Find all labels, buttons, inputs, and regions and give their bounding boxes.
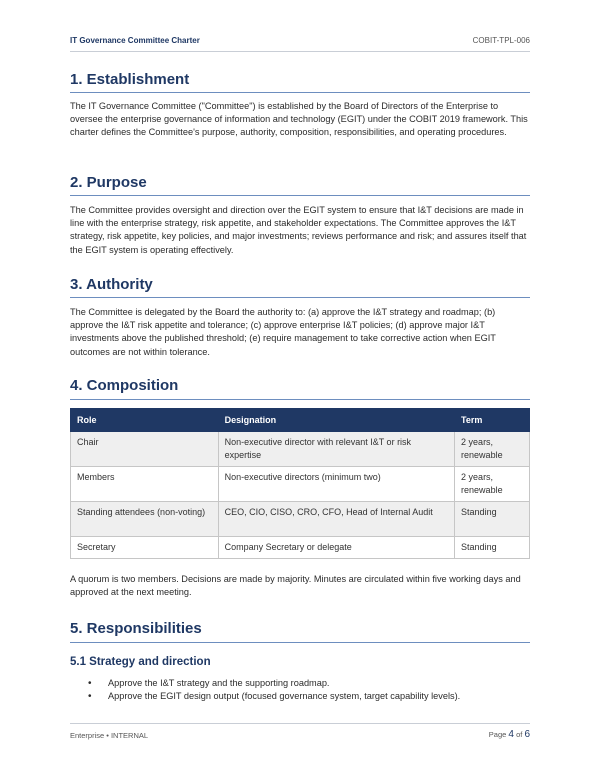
table-cell: Company Secretary or delegate <box>218 537 454 559</box>
table-cell: Standing attendees (non-voting) <box>71 502 219 537</box>
quorum-paragraph: A quorum is two members. Decisions are made by majority. Minutes are circulated within five working days and approved at the next meeting. <box>70 574 521 598</box>
document-id: COBIT-TPL-006 <box>472 36 530 45</box>
table-cell: Chair <box>71 432 219 467</box>
column-header-role: Role <box>71 409 219 432</box>
table-cell: 2 years, renewable <box>455 432 530 467</box>
establishment-paragraph: The IT Governance Committee ("Committee") is established by the Board of Directors of the Enterprise to oversee the enterprise governance of information and technology (EGIT) under the COBIT 2019 framework. This charter defines the Committee's purpose, authority, composition, responsibilities, and operating procedures. <box>70 101 528 138</box>
table-row <box>71 432 530 467</box>
purpose-paragraph: The Committee provides oversight and direction over the EGIT system to ensure that I&T decisions are made in line with the enterprise strategy, risk appetite, and stakeholder expectations. The Committee approves the I&T strategy, risk appetite, key policies, and major investments; reviews performance and risk; and assures itself that the EGIT system is operating effectively. <box>70 205 527 255</box>
footer-divider <box>70 723 530 724</box>
heading-divider <box>70 642 530 643</box>
table-cell: Non-executive directors (minimum two) <box>218 467 454 502</box>
list-item: • Approve the I&T strategy and the supporting roadmap. <box>70 677 530 690</box>
current-page: 4 <box>508 729 514 740</box>
section-heading-responsibilities: 5. Responsibilities <box>70 620 202 637</box>
classification-label: Enterprise • INTERNAL <box>70 731 149 740</box>
section-heading-purpose: 2. Purpose <box>70 174 147 191</box>
document-title: IT Governance Committee Charter <box>70 36 200 45</box>
subsection-heading: 5.1 Strategy and direction <box>70 656 211 668</box>
heading-divider <box>70 195 530 196</box>
heading-divider <box>70 399 530 400</box>
composition-table <box>70 408 530 559</box>
column-header-designation: Designation <box>218 409 454 432</box>
heading-divider <box>70 297 530 298</box>
list-item: • Approve the EGIT design output (focused governance system, target capability levels). <box>70 690 530 703</box>
table-cell: CEO, CIO, CISO, CRO, CFO, Head of Internal Audit <box>218 502 454 537</box>
header-divider <box>70 51 530 52</box>
table-cell: Members <box>71 467 219 502</box>
table-row <box>71 537 530 559</box>
table-cell: 2 years, renewable <box>455 467 530 502</box>
page-prefix: Page <box>488 730 507 739</box>
table-row <box>71 467 530 502</box>
page-of: of <box>516 730 523 739</box>
authority-paragraph: The Committee is delegated by the Board the authority to: (a) approve the I&T strategy and roadmap; (b) approve the I&T risk appetite and tolerance; (c) approve enterprise I&T policies; (d) approve major I&T investments above the published threshold; (e) require management to take corrective action when EGIT outcomes are not within tolerance. <box>70 307 496 357</box>
responsibilities-list <box>70 677 530 703</box>
total-pages: 6 <box>524 729 530 740</box>
section-heading-composition: 4. Composition <box>70 377 179 394</box>
running-header <box>70 36 530 50</box>
running-footer <box>70 731 530 740</box>
section-heading-authority: 3. Authority <box>70 276 153 293</box>
page-number <box>489 729 530 740</box>
table-cell: Standing <box>455 502 530 537</box>
table-cell: Secretary <box>71 537 219 559</box>
table-cell: Standing <box>455 537 530 559</box>
table-cell: Non-executive director with relevant I&T or risk expertise <box>218 432 454 467</box>
section-heading-establishment: 1. Establishment <box>70 71 190 88</box>
heading-divider <box>70 92 530 93</box>
column-header-term: Term <box>455 409 530 432</box>
table-row <box>71 502 530 537</box>
